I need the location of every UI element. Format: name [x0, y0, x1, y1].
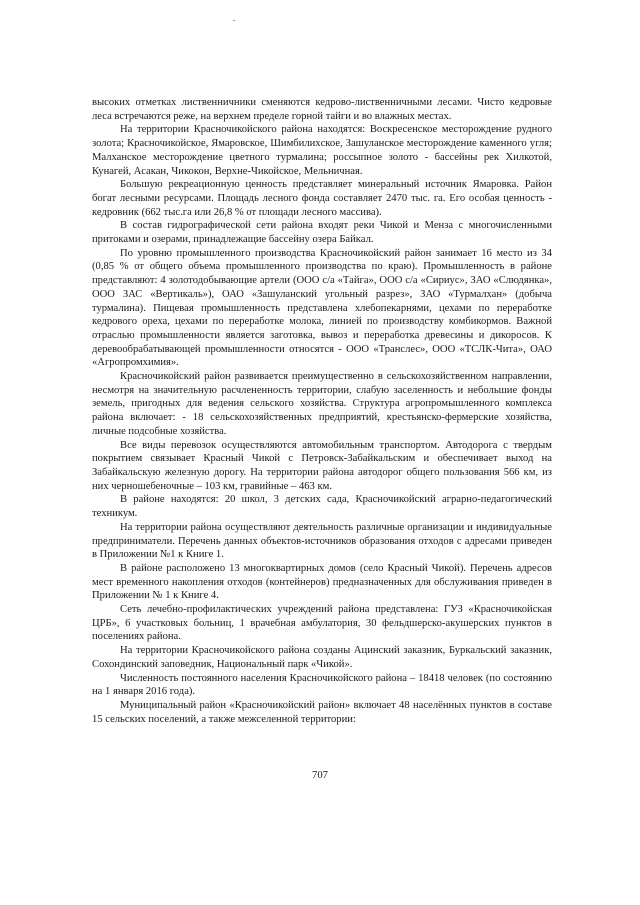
paragraph-4: В состав гидрографической сети района входят реки Чикой и Менза с многочисленными притоками и озерами, принадлежащие бассейну озера Байкал.	[92, 220, 552, 246]
paragraph-5: По уровню промышленного производства Красночикойский район занимает 16 место из 34 (0,85 % от общего объема промышленного производства по краю). Промышленность в районе представляют: 4 золотодобывающие артели (ООО с/а «Тайга», ООО с/а «Сириус», ЗАО «Слюдянка», ООО ЗАС «Вертикаль»), ОАО «Зашуланский угольный разрез», ЗАО «Турмалхан» (добыча турмалина). Пищевая промышленность представлена хлебопекарнями, цехами по переработке кедрового ореха, цехами по переработке молока, линией по производству комбикормов. Важной отраслью промышленности является заготовка, вывоз и переработка древесины и дикоросов. К деревообрабатывающей промышленности относятся - ООО «Транслес», ООО «ТСЛК-Чита», ОАО «Агропромхимия».	[92, 247, 552, 369]
paragraph-13: Численность постоянного населения Красночикойского района – 18418 человек (по состоянию на 1 января 2016 года).	[92, 672, 552, 698]
paragraph-7: Все виды перевозок осуществляются автомобильным транспортом. Автодорога с твердым покрытием связывает Красный Чикой с Петровск-Забайкальским и обеспечивает выход на Забайкальскую железную дорогу. На территории района автодорог общего пользования 566 км, из них черношебеночные – 103 км, гравийные – 463 км.	[92, 439, 552, 492]
scan-speck	[233, 20, 235, 21]
paragraph-6: Красночикойский район развивается преимущественно в сельскохозяйственном направлении, несмотря на значительную расчлененность территории, слабую заселенность и небольшие фонды земель, пригодных для ведения сельского хозяйства. Структура агропромышленного комплекса района включает: - 18 сельскохозяйственных предприятий, крестьянско-фермерские хозяйства, личные подсобные хозяйства.	[92, 371, 552, 437]
paragraph-14: Муниципальный район «Красночикойский район» включает 48 населённых пунктов в составе 15 сельских поселений, а также межселенной территории:	[92, 699, 552, 725]
paragraph-3: Большую рекреационную ценность представляет минеральный источник Ямаровка. Район богат лесными ресурсами. Площадь лесного фонда составляет 2470 тыс. га. Его особая ценность - кедровник (662 тыс.га или 26,8 % от площади лесного массива).	[92, 179, 552, 218]
paragraph-10: В районе расположено 13 многоквартирных домов (село Красный Чикой). Перечень адресов мест временного накопления отходов (контейнеров) предназначенных для обслуживания приведен в Приложении № 1 к Книге 4.	[92, 562, 552, 602]
paragraph-12: На территории Красночикойского района созданы Ацинский заказник, Буркальский заказник, Сохондинский заповедник, Национальный парк «Чикой».	[92, 645, 552, 670]
page-number: 707	[312, 770, 328, 781]
body-text	[92, 96, 552, 726]
paragraph-2: На территории Красночикойского района находятся: Воскресенское месторождение рудного золота; Красночикойское, Ямаровское, Шимбилиxское, Зашуланское месторождение каменного угля; Малханское месторождение цветного турмалина; россыпное золото - бассейны рек Хилкотой, Кунагей, Асакан, Чикокон, Верхне-Чикойское, Мельничная.	[92, 124, 552, 177]
paragraph-1: высоких отметках лиственничники сменяются кедрово-лиственничными лесами. Чисто кедровые леса встречаются реже, на верхнем пределе горной тайги и во влажных местах.	[92, 97, 552, 122]
paragraph-8: В районе находятся: 20 школ, 3 детских сада, Красночикойский аграрно-педагогический техникум.	[92, 494, 552, 520]
paragraph-11: Сеть лечебно-профилактических учреждений района представлена: ГУЗ «Красночикойская ЦРБ», 6 участковых больниц, 1 врачебная амбулатория, 30 фельдшерско-акушерских пунктов в поселениях района.	[92, 604, 552, 643]
paragraph-9: На территории района осуществляют деятельность различные организации и индивидуальные предприниматели. Перечень данных объектов-источников образования отходов с адресами приведен в Приложении №1 к Книге 1.	[92, 521, 552, 561]
